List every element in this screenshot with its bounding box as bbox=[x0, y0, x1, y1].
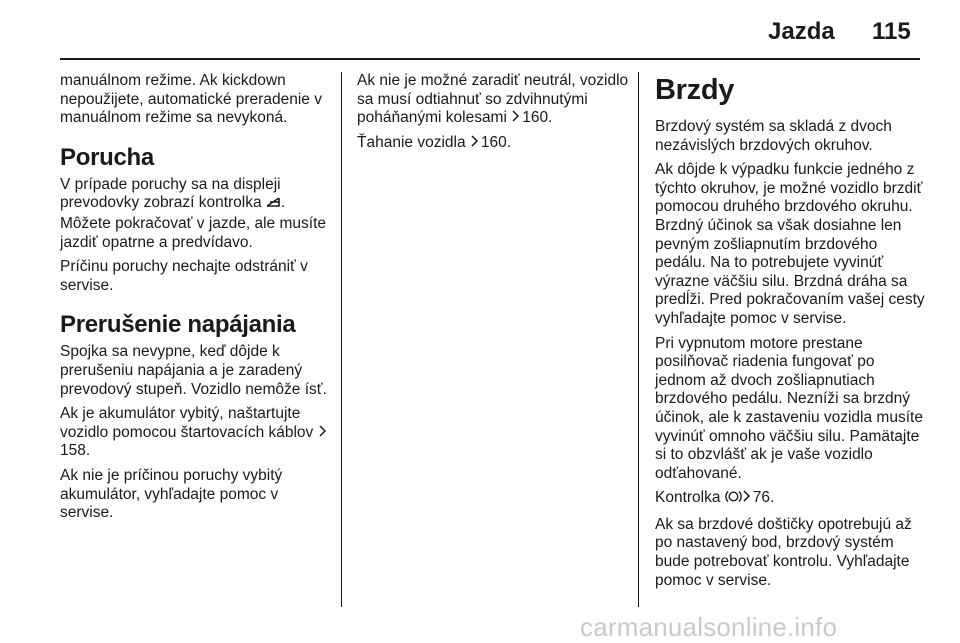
gearbox-warning-icon bbox=[266, 195, 281, 215]
page-reference: 158. bbox=[60, 442, 91, 460]
page-ref-icon bbox=[470, 134, 479, 153]
paragraph bbox=[60, 176, 332, 252]
brake-warning-icon bbox=[725, 489, 742, 510]
paragraph bbox=[357, 134, 629, 153]
page-number: 115 bbox=[872, 18, 911, 45]
page-reference: 160. bbox=[480, 133, 512, 151]
page-reference: 160. bbox=[522, 109, 553, 127]
column-middle bbox=[357, 72, 629, 158]
paragraph: Príčinu poruchy nechajte odstrániť v servise. bbox=[60, 258, 308, 294]
column-right bbox=[655, 72, 927, 596]
paragraph: Ak sa brzdové doštičky opotrebujú až po nastavený bod, brzdový systém bude potrebovať kontrolu. Vyhľadajte pomoc v servise. bbox=[655, 515, 912, 589]
heading-porucha: Porucha bbox=[60, 143, 154, 171]
page-ref-icon bbox=[318, 424, 327, 443]
heading-brzdy: Brzdy bbox=[655, 74, 735, 106]
text: . Môžete pokračovať v jazde, ale musíte jazdiť opatrne a predvídavo. bbox=[60, 194, 326, 251]
page-header bbox=[0, 0, 960, 60]
paragraph: Ak nie je príčinou poruchy vybitý akumulátor, vyhľadajte pomoc v servise. bbox=[60, 466, 283, 522]
text: Kontrolka bbox=[655, 489, 725, 507]
text: Ak nie je možné zaradiť neutrál, vozidlo sa musí odtiahnuť so zdvihnutými poháňanými kolesami bbox=[357, 72, 629, 127]
header-rule bbox=[60, 58, 920, 60]
paragraph: manuálnom režime. Ak kickdown nepoužijete, automatické preradenie v manuálnom režime sa nevykoná. bbox=[60, 72, 322, 127]
paragraph: Pri vypnutom motore prestane posilňovač riadenia fungovať po jednom až dvoch zošliapnutiach brzdového pedálu. Nezníži sa brzdný účinok, ale k zastaveniu vozidla musíte vyvinúť omnoho väčšiu silu. Pamätajte si to obzvlášť ak je vaše vozidlo odťahované. bbox=[655, 334, 923, 482]
paragraph bbox=[655, 489, 927, 510]
paragraph: Spojka sa nevypne, keď dôjde k prerušeniu napájania a je zaradený prevodový stupeň. Vozidlo nemôže ísť. bbox=[60, 343, 327, 398]
column-divider bbox=[341, 72, 342, 607]
watermark: carmanualsonline.info bbox=[580, 612, 838, 642]
page-ref-icon bbox=[742, 489, 751, 508]
paragraph bbox=[357, 72, 629, 128]
page-ref-icon bbox=[511, 109, 520, 128]
heading-prerusenie: Prerušenie napájania bbox=[60, 311, 296, 339]
page-reference: 76. bbox=[752, 489, 775, 507]
text: Ak je akumulátor vybitý, naštartujte vozidlo pomocou štartovacích káblov bbox=[60, 405, 318, 441]
paragraph: Brzdový systém sa skladá z dvoch nezávislých brzdových okruhov. bbox=[655, 118, 892, 154]
text: Ťahanie vozidla bbox=[357, 133, 470, 151]
paragraph bbox=[60, 405, 332, 461]
column-left bbox=[60, 72, 332, 529]
text: V prípade poruchy sa na displeji prevodovky zobrazí kontrolka bbox=[60, 175, 281, 212]
section-title: Jazda bbox=[768, 18, 835, 45]
paragraph: Ak dôjde k výpadku funkcie jedného z týchto okruhov, je možné vozidlo brzdiť pomocou druhého brzdového okruhu. Brzdný účinok sa však dosiahne len pevným zošliapnutím brzdového pedálu. Na to potrebujete vyvinúť výrazne väčšiu silu. Brzdná dráha sa predĺži. Pred pokračovaním vašej cesty vyhľadajte pomoc v servise. bbox=[655, 161, 925, 327]
column-divider bbox=[638, 72, 639, 607]
